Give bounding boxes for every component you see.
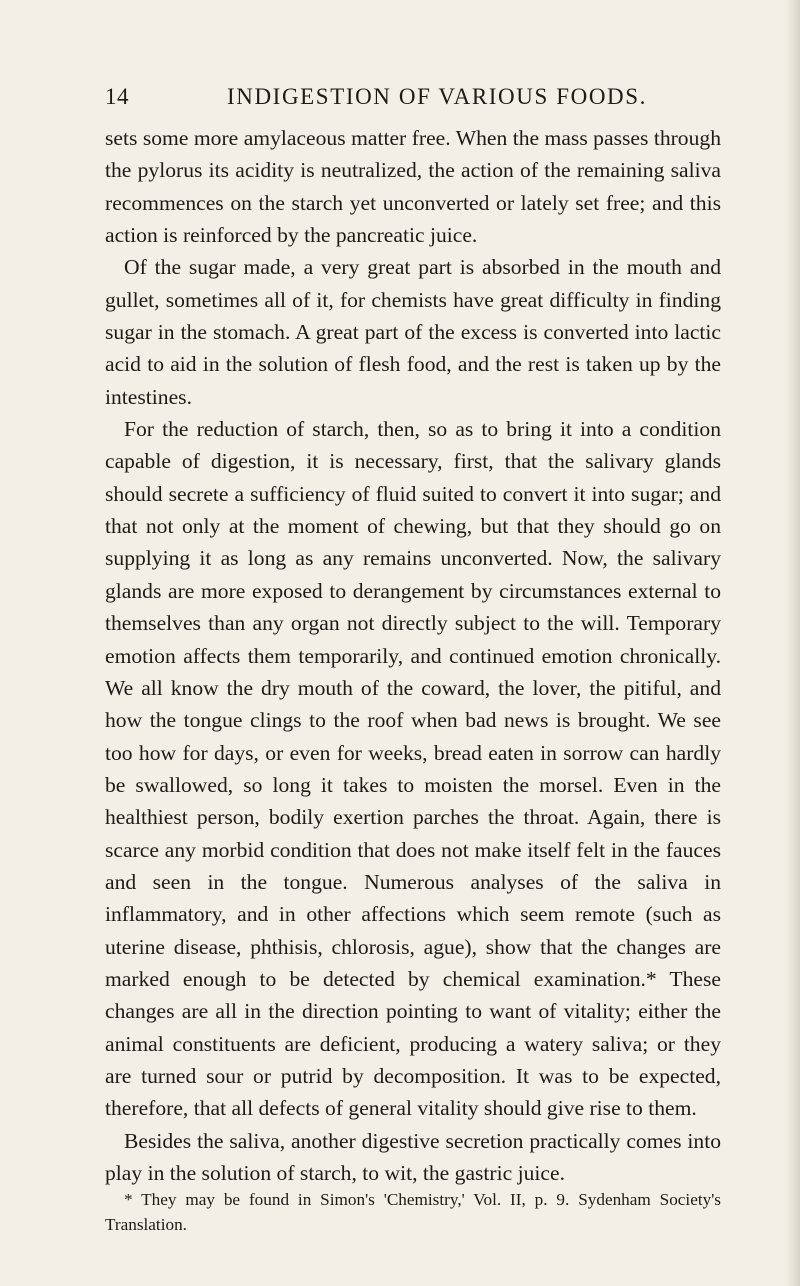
paragraph-sugar: Of the sugar made, a very great part is absorbed in the mouth and gullet, sometimes all of it, for chemists have great difficulty in finding sugar in the stomach. A great part of the excess is converted into lactic acid to aid in the solution of flesh food, and the rest is taken up by the intestines. bbox=[105, 255, 721, 409]
footnote: * They may be found in Simon's 'Chemistry,' Vol. II, p. 9. Sydenham Society's Translation. bbox=[105, 1190, 721, 1234]
body-text bbox=[105, 122, 721, 1189]
running-title: INDIGESTION OF VARIOUS FOODS. bbox=[227, 84, 647, 109]
paragraph-continued: sets some more amylaceous matter free. When the mass passes through the pylorus its acidity is neutralized, the action of the remaining saliva recommences on the starch yet unconverted or lately set free; and this action is reinforced by the pancreatic juice. bbox=[105, 126, 721, 248]
paragraph-starch-reduction: For the reduction of starch, then, so as to bring it into a condition capable of digestion, it is necessary, first, that the salivary glands should secrete a sufficiency of fluid suited to convert it into sugar; and that not only at the moment of chewing, but that they should go on supplying it as long as any remains unconverted. Now, the salivary glands are more exposed to derangement by circumstances external to themselves than any organ not directly subject to the will. Temporary emotion affects them temporarily, and continued emotion chronically. We all know the dry mouth of the coward, the lover, the pitiful, and how the tongue clings to the roof when bad news is brought. We see too how for days, or even for weeks, bread eaten in sorrow can hardly be swallowed, so long it takes to moisten the morsel. Even in the healthiest person, bodily exertion parches the throat. Again, there is scarce any morbid condition that does not make itself felt in the fauces and seen in the tongue. Numerous analyses of the saliva in inflammatory, and in other affections which seem remote (such as uterine disease, phthisis, chlorosis, ague), show that the changes are marked enough to be detected by chemical examination.* These changes are all in the direction pointing to want of vitality; either the animal constituents are deficient, producing a watery saliva; or they are turned sour or putrid by decomposition. It was to be expected, therefore, that all defects of general vitality should give rise to them. bbox=[105, 417, 721, 1121]
page-number: 14 bbox=[105, 84, 129, 109]
page-header bbox=[105, 84, 721, 118]
page-edge-shadow bbox=[786, 0, 800, 1286]
paragraph-gastric-juice: Besides the saliva, another digestive secretion practically comes into play in the solution of starch, to wit, the gastric juice. bbox=[105, 1128, 721, 1185]
